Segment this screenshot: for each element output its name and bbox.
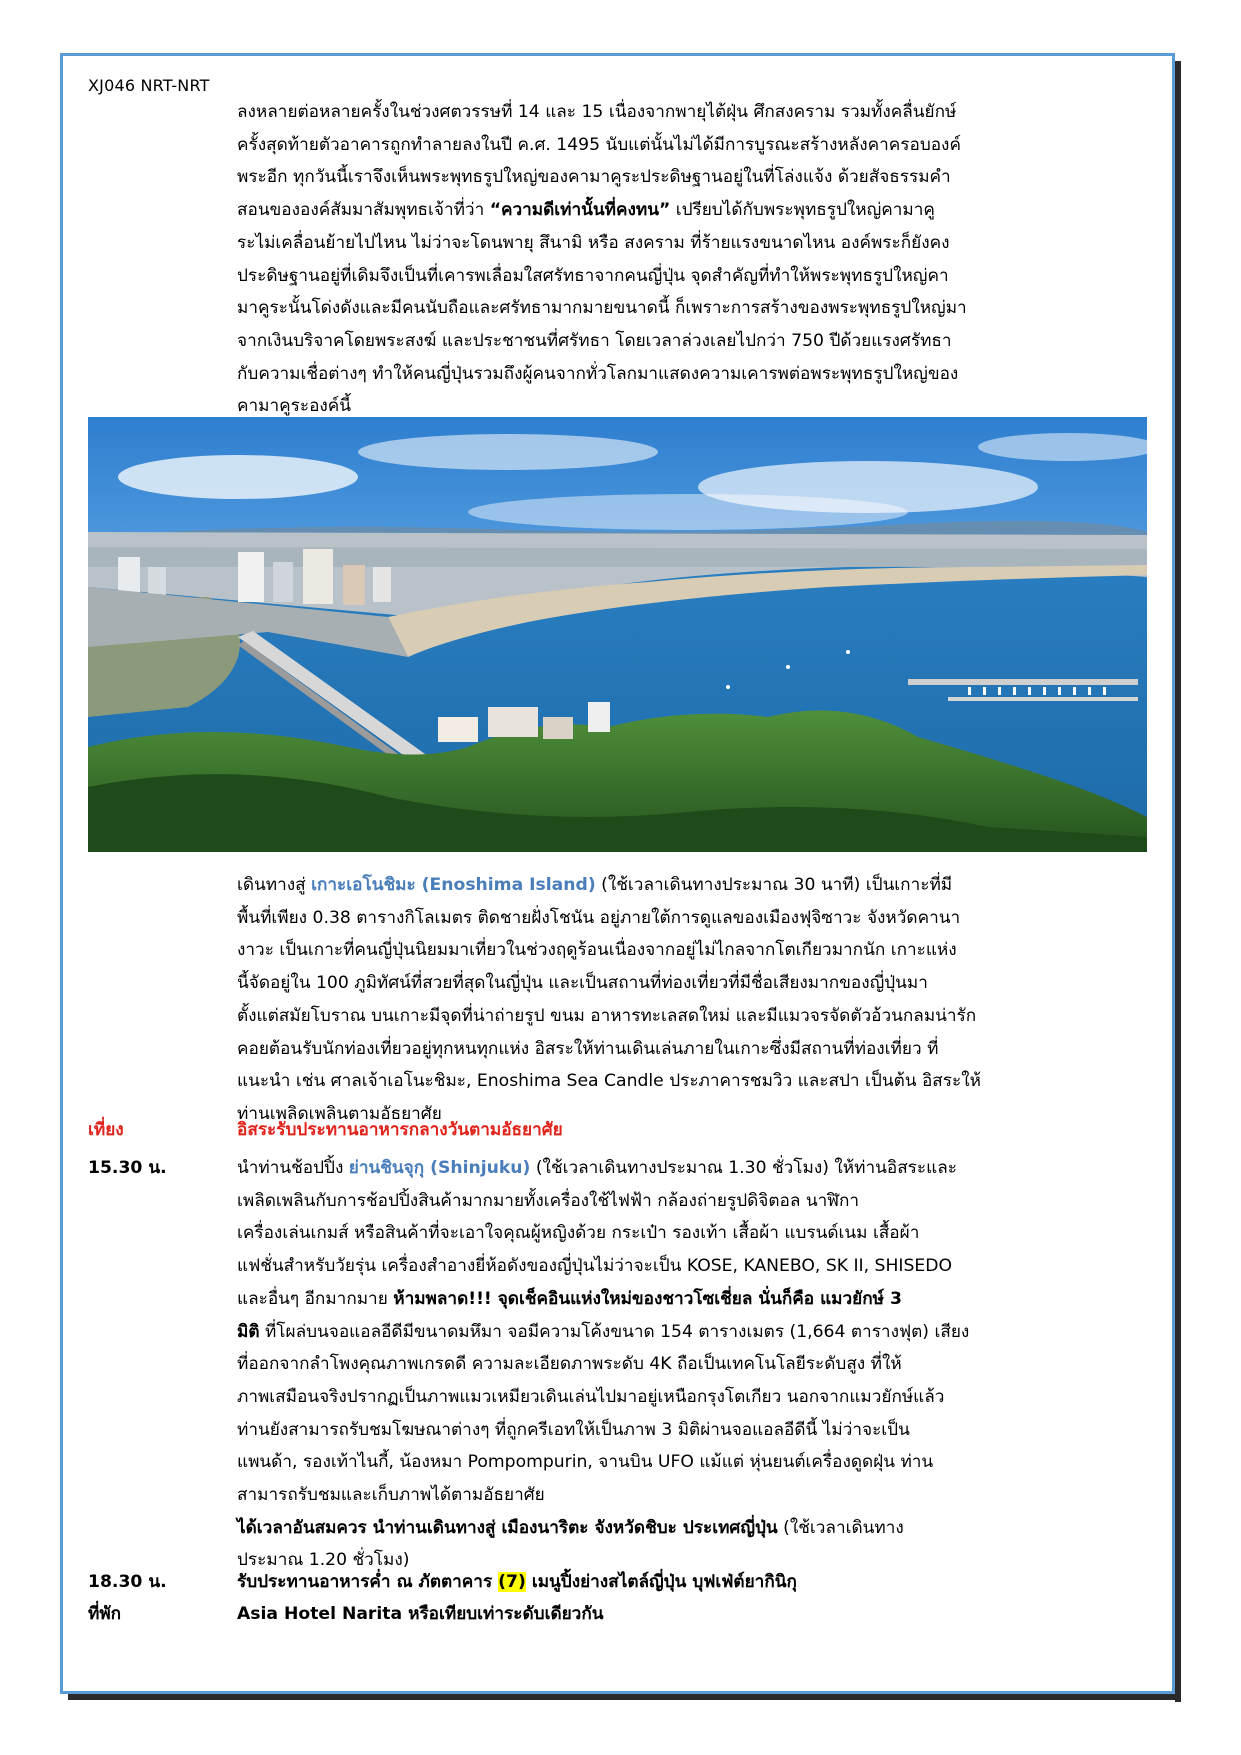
enoshima-paragraph [237,869,1147,1131]
text-line: แนะนำ เช่น ศาลเจ้าเอโนะชิมะ, Enoshima Sea Candle ประภาคารชมวิว และสปา เป็นต้น อิสระให้ [237,1071,981,1092]
text-line: ภาพเสมือนจริงปรากฏเป็นภาพแมวเหมียวเดินเล่นไปมาอยู่เหนือกรุงโตเกียว นอกจากแมวยักษ์แล้ว [237,1386,945,1407]
kamakura-paragraph [237,96,1147,423]
text-line: สามารถรับชมและเก็บภาพได้ตามอัธยาศัย [237,1485,545,1506]
text-line: นี้จัดอยู่ใน 100 ภูมิทัศน์ที่สวยที่สุดในญี่ปุ่น และเป็นสถานที่ท่องเที่ยวที่มีชื่อเสียงมากของญี่ปุ่นมา [237,973,928,994]
shinjuku-paragraph [237,1152,1147,1577]
text-line: นำท่านช้อปปิ้ง ย่านชินจุกุ (Shinjuku) (ใช้เวลาเดินทางประมาณ 1.30 ชั่วโมง) ให้ท่านอิสระและ [237,1158,957,1178]
text-line: ประมาณ 1.20 ชั่วโมง) [237,1550,410,1571]
text-line: ลงหลายต่อหลายครั้งในช่วงศตวรรษที่ 14 และ 15 เนื่องจากพายุไต้ฝุ่น ศึกสงคราม รวมทั้งคลื่นยักษ์ [237,102,957,122]
frame-shadow-right [1175,61,1181,1702]
text-line: เพลิดเพลินกับการช้อปปิ้งสินค้ามากมายทั้งเครื่องใช้ไฟฟ้า กล้องถ่ายรูปดิจิตอล นาฬิกา [237,1190,860,1211]
text-line: สอนขององค์สัมมาสัมพุทธเจ้าที่ว่า “ความดีเท่านั้นที่คงทน” เปรียบได้กับพระพุทธรูปใหญ่คามาคู [237,200,935,221]
lunch-label: เที่ยง [88,1120,124,1140]
narita-bold: ได้เวลาอันสมควร นำท่านเดินทางสู่ เมืองนาริตะ จังหวัดชิบะ ประเทศญี่ปุ่น [237,1517,778,1538]
text-line: งาวะ เป็นเกาะที่คนญี่ปุ่นนิยมมาเที่ยวในช่วงฤดูร้อนเนื่องจากอยู่ไม่ไกลจากโตเกียวมากนัก เกาะแห่ง [237,940,957,961]
dinner-text: รับประทานอาหารค่ำ ณ ภัตตาคาร (7) เมนูปิ้งย่างสไตล์ญี่ปุ่น บุฟเฟ่ต์ยากินิกุ [237,1572,797,1592]
shinjuku-time: 15.30 น. [88,1158,167,1178]
text-line: ท่านเพลิดเพลินตามอัธยาศัย [237,1103,442,1124]
text-line: ท่านยังสามารถรับชมโฆษณาต่างๆ ที่ถูกครีเอทให้เป็นภาพ 3 มิติผ่านจอแอลอีดีนี้ ไม่ว่าจะเป็น [237,1419,910,1440]
restaurant-badge: (7) [498,1572,526,1592]
text-line: แพนด้า, รองเท้าไนกี้, น้องหมา Pompompurin, จานบิน UFO แม้แต่ หุ่นยนต์เครื่องดูดฝุ่น ท่าน [237,1452,934,1473]
hotel-label: ที่พัก [88,1604,122,1624]
text-line: มิติ ที่โผล่บนจอแอลอีดีมีขนาดมหึมา จอมีความโค้งขนาด 154 ตารางเมตร (1,664 ตารางฟุต) เสียง [237,1321,970,1342]
hotel-text: Asia Hotel Narita หรือเทียบเท่าระดับเดียวกัน [237,1604,604,1624]
tour-code: XJ046 NRT-NRT [88,76,210,95]
enoshima-link[interactable]: เกาะเอโนชิมะ (Enoshima Island) [311,875,596,895]
text-line: คามาคูระองค์นี้ [237,396,352,417]
text-line: พระอีก ทุกวันนี้เราจึงเห็นพระพุทธรูปใหญ่ของคามาคูระประดิษฐานอยู่ในที่โล่งแจ้ง ด้วยสัจธรรมคำ [237,167,951,188]
lunch-text: อิสระรับประทานอาหารกลางวันตามอัธยาศัย [237,1120,563,1140]
quote-bold: “ความดีเท่านั้นที่คงทน” [489,200,671,221]
text-line: ระไม่เคลื่อนย้ายไปไหน ไม่ว่าจะโดนพายุ สึนามิ หรือ สงคราม ที่ร้ายแรงขนาดไหน องค์พระก็ยังคง [237,232,950,253]
text-line: พื้นที่เพียง 0.38 ตารางกิโลเมตร ติดชายฝั่งโชนัน อยู่ภายใต้การดูแลของเมืองฟุจิซาวะ จังหวัดคานา [237,907,961,928]
text-line: ตั้งแต่สมัยโบราณ บนเกาะมีจุดที่น่าถ่ายรูป ขนม อาหารทะเลสดใหม่ และมีแมวจรจัดตัวอ้วนกลมน่ารัก [237,1005,977,1026]
text-line: ได้เวลาอันสมควร นำท่านเดินทางสู่ เมืองนาริตะ จังหวัดชิบะ ประเทศญี่ปุ่น (ใช้เวลาเดินทาง [237,1517,904,1538]
text-line: จากเงินบริจาคโดยพระสงฆ์ และประชาชนที่ศรัทธา โดยเวลาล่วงเลยไปกว่า 750 ปีด้วยแรงศรัทธา [237,330,952,351]
text-line: และอื่นๆ อีกมากมาย ห้ามพลาด!!! จุดเช็คอินแห่งใหม่ของชาวโซเชี่ยล นั่นก็คือ แมวยักษ์ 3 [237,1288,902,1309]
frame-shadow-bottom [68,1694,1181,1700]
text-line: ที่ออกจากลำโพงคุณภาพเกรดดี ความละเอียดภาพระดับ 4K ถือเป็นเทคโนโลยีระดับสูง ที่ให้ [237,1354,902,1375]
text-line: มาคูระนั้นโด่งดังและมีคนนับถือและศรัทธามากมายขนาดนี้ ก็เพราะการสร้างของพระพุทธรูปใหญ่มา [237,298,967,319]
text-line: เดินทางสู่ เกาะเอโนชิมะ (Enoshima Island) (ใช้เวลาเดินทางประมาณ 30 นาที) เป็นเกาะที่มี [237,875,953,895]
text-line: ประดิษฐานอยู่ที่เดิมจึงเป็นที่เคารพเลื่อมใสศรัทธาจากคนญี่ปุ่น จุดสำคัญที่ทำให้พระพุทธรูปใหญ่คา [237,265,949,286]
text-line: คอยต้อนรับนักท่องเที่ยวอยู่ทุกหนทุกแห่ง อิสระให้ท่านเดินเล่นภายในเกาะซึ่งมีสถานที่ท่องเที่ยว ที่ [237,1038,939,1059]
text-line: ครั้งสุดท้ายตัวอาคารถูกทำลายลงในปี ค.ศ. 1495 นับแต่นั้นไม่ได้มีการบูรณะสร้างหลังคาครอบองค์ [237,134,961,155]
dinner-time: 18.30 น. [88,1572,167,1592]
text-line: กับความเชื่อต่างๆ ทำให้คนญี่ปุ่นรวมถึงผู้คนจากทั่วโลกมาแสดงความเคารพต่อพระพุทธรูปใหญ่ของ [237,363,959,384]
highlight-bold: ห้ามพลาด!!! จุดเช็คอินแห่งใหม่ของชาวโซเชี่ยล นั่นก็คือ แมวยักษ์ 3 [393,1288,902,1309]
enoshima-photo [88,417,1147,852]
hotel-name: Asia Hotel Narita [237,1604,403,1624]
text-line: เครื่องเล่นเกมส์ หรือสินค้าที่จะเอาใจคุณผู้หญิงด้วย กระเป๋า รองเท้า เสื้อผ้า แบรนด์เนม เสื้อผ้า [237,1223,920,1244]
text-line: แฟชั่นสำหรับวัยรุ่น เครื่องสำอางยี่ห้อดังของญี่ปุ่นไม่ว่าจะเป็น KOSE, KANEBO, SK II, SHISEDO [237,1256,952,1277]
shinjuku-link[interactable]: ย่านชินจุกุ (Shinjuku) [348,1158,531,1178]
